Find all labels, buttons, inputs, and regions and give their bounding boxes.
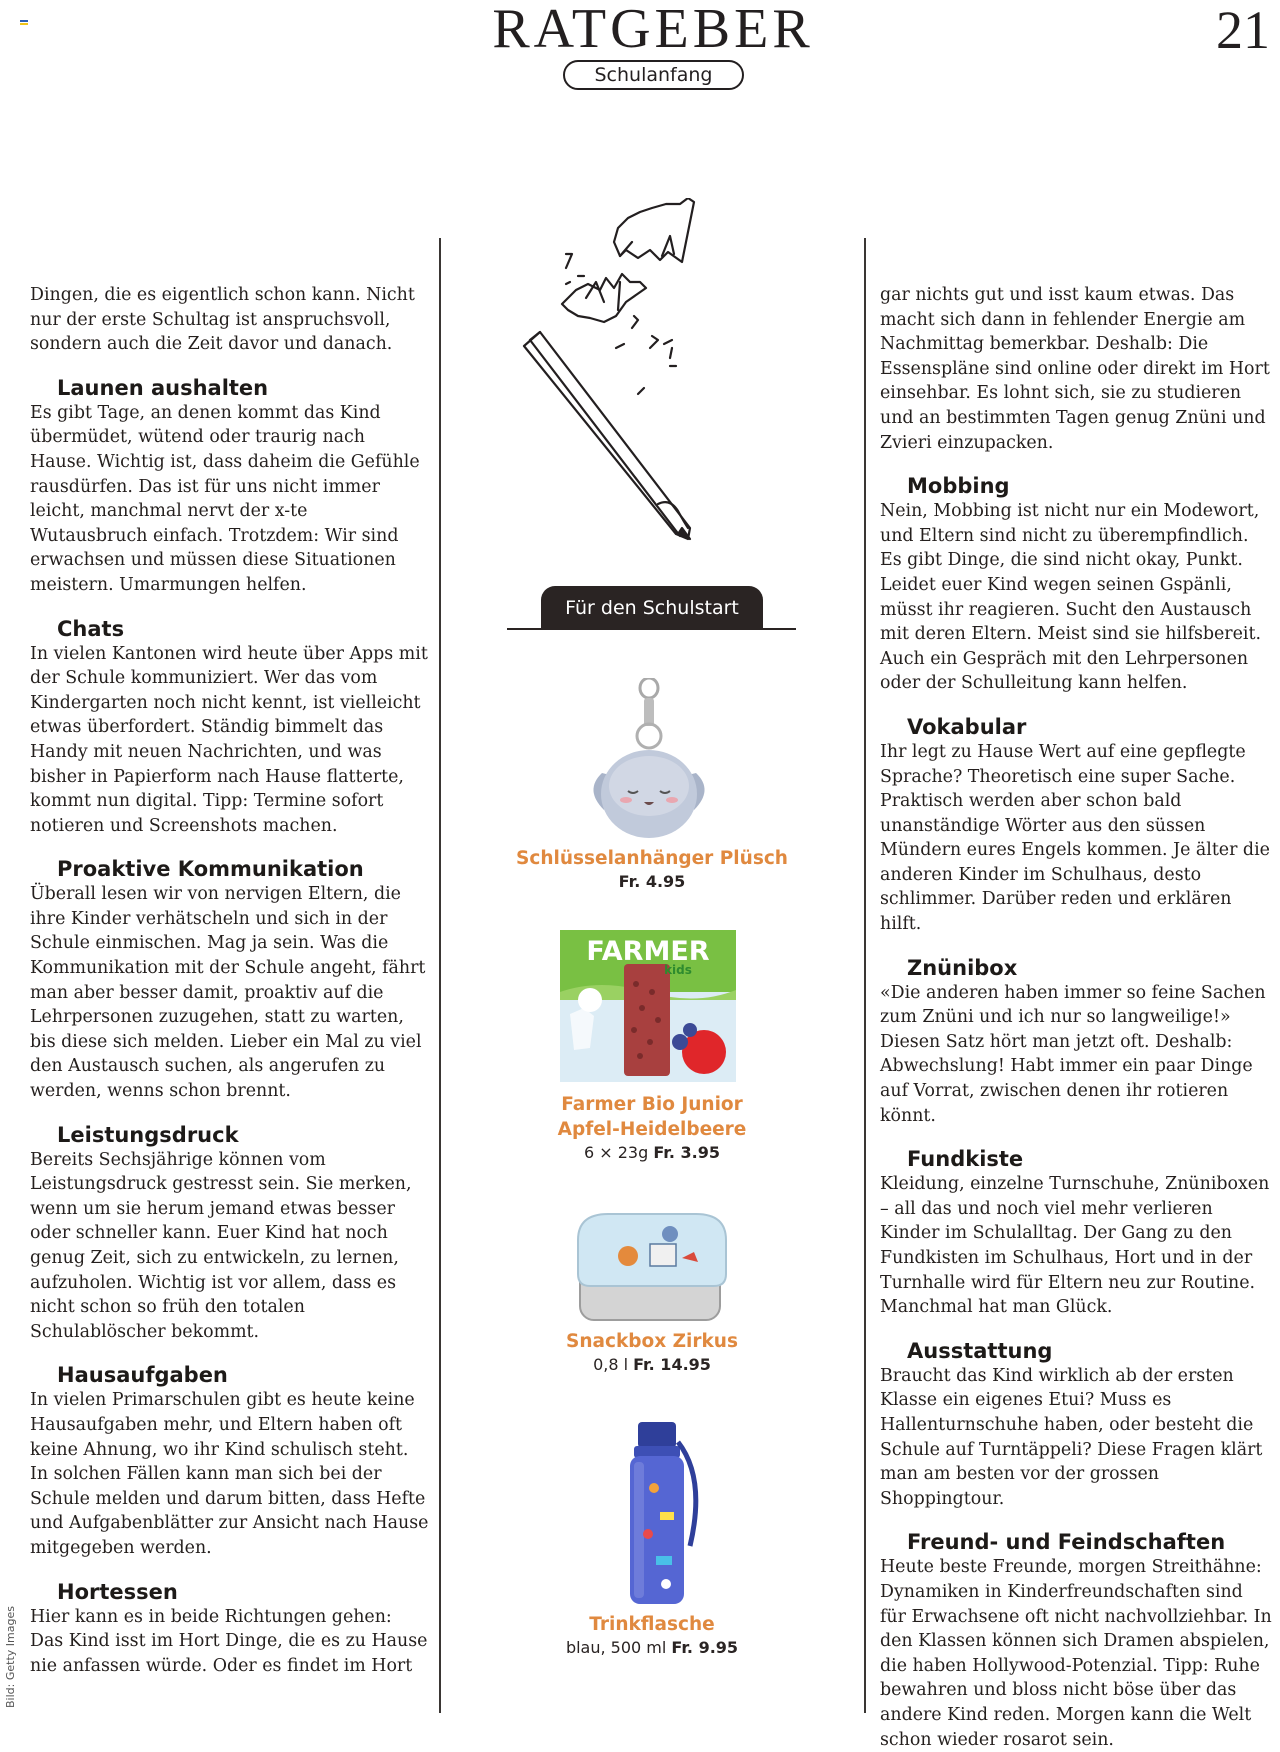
body-paragraph: «Die anderen haben immer so feine Sachen zum Znüni und ich nur so langweilige!» Diesen Satz hört man jetzt oft. Deshalb: Abwechslung! Habt immer ein paar Dinge auf Vorrat, zwischen denen ihr rotieren könnt. bbox=[880, 982, 1266, 1126]
body-paragraph: Nein, Mobbing ist nicht nur ein Modewort, und Eltern sind nicht zu überempfindlich. Es gibt Dinge, die sind nicht okay, Punkt. Leidet euer Kind wegen seinen Gspänli, müsst ihr reagieren. Sucht den Austausch mit deren Eltern. Meist sind sie hilfsbereit. Auch ein Gespräch mit den Lehrpersonen oder der Schulleitung kann helfen. bbox=[880, 501, 1261, 694]
magazine-section-title: RATGEBER bbox=[492, 0, 814, 60]
product-bottle bbox=[480, 1612, 824, 1659]
product-name-line2: Apfel-Heidelbeere bbox=[557, 1119, 747, 1140]
section-heading: Ausstattung bbox=[907, 1338, 1053, 1363]
image-credit: Bild: Getty Images bbox=[4, 1606, 17, 1708]
column-rule-right bbox=[864, 238, 866, 1713]
article-column-left bbox=[30, 283, 430, 1678]
farmer-logo: FARMER bbox=[586, 936, 710, 967]
body-paragraph: Ihr legt zu Hause Wert auf eine gepflegte Sprache? Theoretisch eine super Sache. Praktisch werden aber schon bald unanständige Wörter aus den süssen Mündern eures Engels kommen. Je älter die anderen Kinder im Schulhaus, desto schlimmer. Darüber reden und erklären hilft. bbox=[880, 741, 1270, 935]
body-paragraph: Heute beste Freunde, morgen Streithähne: Dynamiken in Kinderfreundschaften sind für Erwachsene oft nicht nachvollziehbar. In den Klassen können sich Dramen abspielen, die haben Hollywood-Potenzial. Tipp: Ruhe bewahren und bloss nicht böse über das andere Kind reden. Morgen kann die Welt schon wieder rosarot sein. bbox=[880, 1557, 1272, 1750]
body-paragraph: In vielen Kantonen wird heute über Apps mit der Schule kommuniziert. Wer das vom Kindergarten noch nicht kennt, ist vielleicht etwas überfordert. Ständig bimmelt das Handy mit neuen Nachrichten, und was bisher in Papierform nach Hause flatterte, kommt nun digital. Tipp: Termine sofort notieren und Screenshots machen. bbox=[30, 643, 428, 836]
body-paragraph: In vielen Primarschulen gibt es heute keine Hausaufgaben mehr, und Eltern haben oft keine Ahnung, wo ihr Kind schulisch steht. In solchen Fällen kann man sich bei der Schule melden und darum bitten, dass Hefte und Aufgabenblätter zur Ansicht nach Hause mitgegeben werden. bbox=[30, 1390, 429, 1558]
products-section-label: Für den Schulstart bbox=[541, 586, 763, 629]
farmer-bars-package-image bbox=[560, 930, 736, 1082]
products-section-rule bbox=[507, 628, 796, 630]
pencil-sharpenings-illustration-icon bbox=[520, 198, 800, 548]
section-heading: Freund- und Feindschaften bbox=[907, 1530, 1226, 1555]
product-meta bbox=[480, 1142, 824, 1164]
product-farmer-bar bbox=[480, 1092, 824, 1164]
product-snackbox bbox=[480, 1329, 824, 1376]
section-heading: Znünibox bbox=[907, 955, 1018, 980]
product-price: Fr. 4.95 bbox=[618, 872, 686, 891]
product-meta bbox=[480, 871, 824, 893]
section-heading: Launen aushalten bbox=[57, 375, 269, 400]
section-heading: Hortessen bbox=[57, 1579, 178, 1604]
product-price: Fr. 9.95 bbox=[671, 1638, 739, 1657]
section-heading: Proaktive Kommunikation bbox=[57, 857, 364, 882]
product-quantity: 6 × 23g bbox=[583, 1143, 649, 1162]
drinking-bottle-image bbox=[620, 1422, 710, 1608]
article-column-right bbox=[880, 283, 1274, 1752]
farmer-logo-sub: kids bbox=[664, 963, 692, 977]
section-heading: Leistungsdruck bbox=[57, 1122, 239, 1147]
product-name: Trinkflasche bbox=[589, 1614, 715, 1635]
page-number: 21 bbox=[1216, 0, 1270, 60]
snackbox-image bbox=[566, 1210, 738, 1324]
product-quantity: 0,8 l bbox=[593, 1355, 629, 1374]
body-paragraph: gar nichts gut und isst kaum etwas. Das macht sich dann in fehlender Energie am Nachmittag bemerkbar. Deshalb: Die Essenspläne sind online oder direkt im Hort einsehbar. Es lohnt sich, sie zu studieren und an bestimmten Tagen genug Znüni und Zvieri einzupacken. bbox=[880, 285, 1270, 453]
section-tag: Schulanfang bbox=[563, 60, 744, 90]
section-heading: Hausaufgaben bbox=[57, 1363, 228, 1388]
body-paragraph: Es gibt Tage, an denen kommt das Kind übermüdet, wütend oder traurig nach Hause. Wichtig ist, dass daheim die Gefühle rausdürfen. Das ist für uns nicht immer leicht, manchmal nervt der x-te Wutausbruch einfach. Trotzdem: Wir sind erwachsen und müssen diese Situationen meistern. Umarmungen helfen. bbox=[30, 402, 420, 595]
plush-keychain-image bbox=[574, 678, 734, 848]
section-heading: Fundkiste bbox=[907, 1147, 1024, 1172]
product-meta bbox=[480, 1637, 824, 1659]
product-price: Fr. 14.95 bbox=[633, 1355, 711, 1374]
body-paragraph: Überall lesen wir von nervigen Eltern, die ihre Kinder verhätscheln und sich in der Schule einmischen. Mag ja sein. Was die Kommunikation mit der Schule angeht, fährt man aber besser damit, proaktiv auf die Lehrpersonen zuzugehen, statt zu warten, bis diese sich melden. Lieber ein Mal zu viel den Austausch suchen, als angerufen zu werden, wenns schon brennt. bbox=[30, 884, 426, 1102]
product-quantity: blau, 500 ml bbox=[565, 1638, 667, 1657]
product-name: Farmer Bio Junior bbox=[561, 1094, 743, 1115]
product-name: Schlüsselanhänger Plüsch bbox=[516, 848, 788, 869]
column-rule-left bbox=[439, 238, 441, 1713]
body-paragraph: Braucht das Kind wirklich ab der ersten Klasse ein eigenes Etui? Muss es Hallenturnschuhe haben, oder besteht die Schule auf Turntäppeli? Diese Fragen klärt man am besten vor der grossen Shoppingtour. bbox=[880, 1365, 1263, 1509]
body-paragraph: Hier kann es in beide Richtungen gehen: Das Kind isst im Hort Dinge, die es zu Hause nie anfassen würde. Oder es findet im Hort bbox=[30, 1606, 428, 1676]
section-heading: Chats bbox=[57, 616, 125, 641]
product-name: Snackbox Zirkus bbox=[566, 1331, 738, 1352]
body-paragraph: Bereits Sechsjährige können vom Leistungsdruck gestresst sein. Sie merken, wenn um sie herum jemand etwas besser oder schneller kann. Euer Kind hat noch genug Zeit, sich zu entwickeln, zu lernen, aufzuholen. Wichtig ist vor allem, dass es nicht schon so früh den totalen Schulablöscher bekommt. bbox=[30, 1149, 412, 1342]
section-heading: Vokabular bbox=[907, 714, 1027, 739]
body-paragraph: Kleidung, einzelne Turnschuhe, Znüniboxen – all das und noch viel mehr verlieren Kinder im Schulalltag. Der Gang zu den Fundkisten im Schulhaus, Hort und in der Turnhalle wird für Eltern neu zur Routine. Manchmal hat man Glück. bbox=[880, 1174, 1270, 1318]
product-meta bbox=[480, 1354, 824, 1376]
body-paragraph: Dingen, die es eigentlich schon kann. Nicht nur der erste Schultag ist anspruchsvoll, sondern auch die Zeit davor und danach. bbox=[30, 285, 415, 355]
section-heading: Mobbing bbox=[907, 474, 1010, 499]
corner-color-mark-icon bbox=[20, 20, 28, 25]
product-keychain bbox=[480, 846, 824, 893]
product-price: Fr. 3.95 bbox=[653, 1143, 720, 1162]
